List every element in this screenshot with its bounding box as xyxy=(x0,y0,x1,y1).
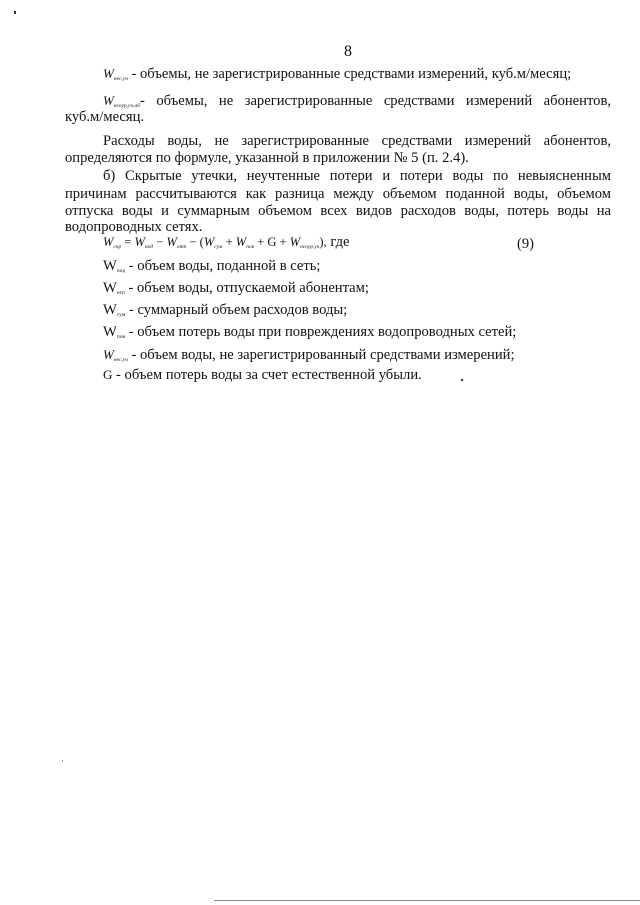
text-line: причинам рассчитываются как разница между объемом поданной воды, объемом xyxy=(65,186,611,202)
text-line: б) Скрытые утечки, неучтенные потери и потери воды по невыясненным xyxy=(103,168,611,184)
symbol: W xyxy=(103,66,114,81)
definition-supplied: Wпод - объем воды, поданной в сеть; xyxy=(103,258,321,274)
definition-unmetered-volume: $W_{нес.уч}$ - объем воды, не зарегистрированный средствами измерений; xyxy=(103,347,515,363)
formula: $W_{скр} = W_{под} - W_{отп} - (W_{сум} + W_{пов} + G + W_{нсоур.уч})$, где xyxy=(103,234,350,250)
definition-text: - объемы, не зарегистрированные средствами измерений, куб.м/месяц; xyxy=(127,66,572,82)
scan-mark xyxy=(461,379,463,381)
definition-text: - объемы, не зарегистрированные средствами измерений абонентов, xyxy=(139,93,611,109)
formula-where: где xyxy=(326,234,350,250)
text-line: отпуска воды и суммарным объемом всех видов расходов воды, потерь воды на xyxy=(65,203,611,219)
definition-line-unmetered xyxy=(103,65,571,88)
page-number: 8 xyxy=(344,43,352,60)
text-line: водопроводных сетях. xyxy=(65,219,203,235)
symbol: W xyxy=(103,93,114,108)
text-line: куб.м/месяц. xyxy=(65,109,145,125)
text-line: определяются по формуле, указанной в приложении № 5 (п. 2.4). xyxy=(65,150,469,166)
definition-line-unmetered-subscribers xyxy=(103,92,611,115)
symbol-subscript: нсоур.уч.аб xyxy=(113,103,140,109)
definition-released: Wотп - объем воды, отпускаемой абонентам; xyxy=(103,280,369,296)
scan-edge-line xyxy=(214,900,640,901)
definition-total-consumption: Wсум - суммарный объем расходов воды; xyxy=(103,302,348,318)
symbol-subscript: нес.уч xyxy=(113,76,128,82)
scan-mark xyxy=(14,11,16,14)
formula-number: (9) xyxy=(517,236,535,252)
definition-damage-losses: Wпов - объем потерь воды при повреждениях водопроводных сетей; xyxy=(103,324,517,340)
scan-mark xyxy=(62,760,63,762)
definition-natural-loss: G - объем потерь воды за счет естественной убыли. xyxy=(103,367,422,383)
text-line: Расходы воды, не зарегистрированные средствами измерений абонентов, xyxy=(103,133,611,149)
